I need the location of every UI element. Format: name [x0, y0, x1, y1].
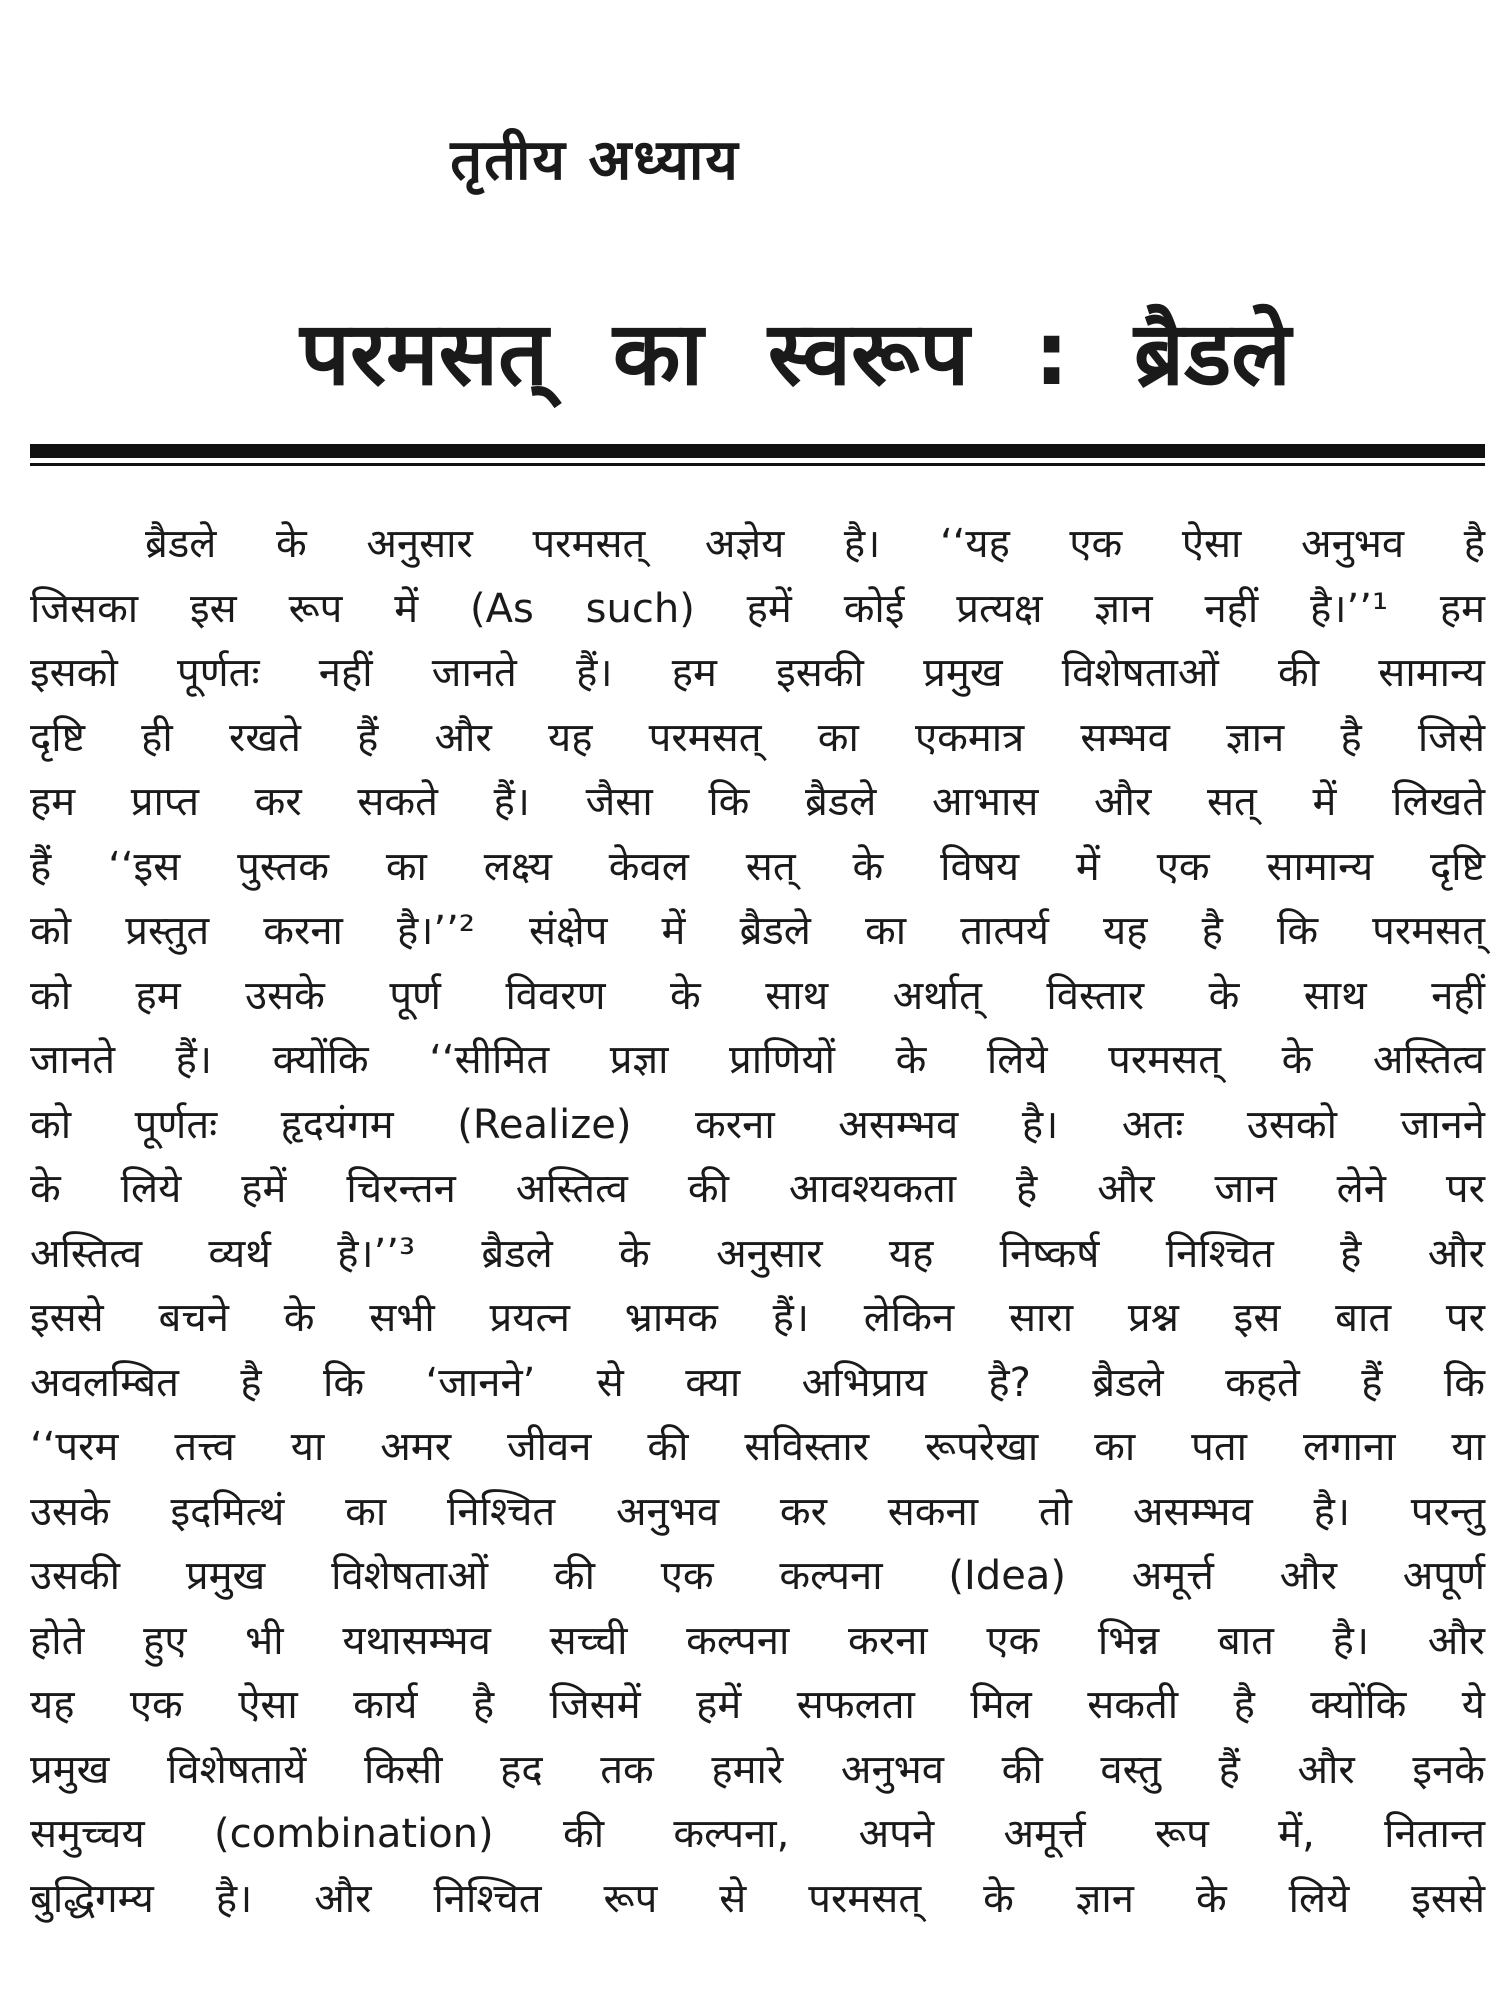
text-line: इससे बचने के सभी प्रयत्न भ्रामक हैं। लेकिन सारा प्रश्न इस बात पर	[30, 1295, 1485, 1341]
text-line: को प्रस्तुत करना है।’’² संक्षेप में ब्रैडले का तात्पर्य यह है कि परमसत्	[30, 908, 1485, 954]
text-line: ब्रैडले के अनुसार परमसत् अज्ञेय है। ‘‘यह एक ऐसा अनुभव है	[145, 521, 1485, 567]
text-line: उसके इदमित्थं का निश्चित अनुभव कर सकना तो असम्भव है। परन्तु	[30, 1488, 1485, 1535]
text-line: बुद्धिगम्य है। और निश्चित रूप से परमसत् के ज्ञान के लिये इससे	[30, 1875, 1485, 1922]
text-line: उसकी प्रमुख विशेषताओं की एक कल्पना (Idea) अमूर्त्त और अपूर्ण	[30, 1553, 1485, 1599]
text-line: को पूर्णतः हृदयंगम (Realize) करना असम्भव है। अतः उसको जानने	[30, 1101, 1485, 1148]
text-line: समुच्चय (combination) की कल्पना, अपने अमूर्त्त रूप में, नितान्त	[30, 1811, 1485, 1857]
text-line: अवलम्बित है कि ‘जानने’ से क्या अभिप्राय है? ब्रैडले कहते हैं कि	[30, 1359, 1485, 1406]
chapter-title: परमसत् का स्वरूप : ब्रैडले	[300, 302, 1291, 405]
body-paragraph	[30, 512, 1485, 1931]
text-line: इसको पूर्णतः नहीं जानते हैं। हम इसकी प्रमुख विशेषताओं की सामान्य	[30, 650, 1485, 696]
text-line: हैं ‘‘इस पुस्तक का लक्ष्य केवल सत् के विषय में एक सामान्य दृष्टि	[30, 843, 1485, 890]
text-line: हम प्राप्त कर सकते हैं। जैसा कि ब्रैडले आभास और सत् में लिखते	[30, 779, 1485, 825]
text-line: अस्तित्व व्यर्थ है।’’³ ब्रैडले के अनुसार यह निष्कर्ष निश्चित है और	[30, 1230, 1485, 1277]
heading-rule-thin	[30, 463, 1485, 466]
text-line: दृष्टि ही रखते हैं और यह परमसत् का एकमात्र सम्भव ज्ञान है जिसे	[30, 714, 1485, 761]
heading-rule-thick	[30, 444, 1485, 458]
text-line: होते हुए भी यथासम्भव सच्ची कल्पना करना एक भिन्न बात है। और	[30, 1617, 1485, 1664]
text-line: यह एक ऐसा कार्य है जिसमें हमें सफलता मिल सकती है क्योंकि ये	[30, 1682, 1485, 1728]
text-line: जानते हैं। क्योंकि ‘‘सीमित प्रज्ञा प्राणियों के लिये परमसत् के अस्तित्व	[30, 1037, 1485, 1083]
text-line: प्रमुख विशेषतायें किसी हद तक हमारे अनुभव की वस्तु हैं और इनके	[30, 1746, 1485, 1793]
text-line: जिसका इस रूप में (As such) हमें कोई प्रत्यक्ष ज्ञान नहीं है।’’¹ हम	[30, 585, 1485, 632]
text-line: ‘‘परम तत्त्व या अमर जीवन की सविस्तार रूपरेखा का पता लगाना या	[30, 1424, 1485, 1470]
text-line: को हम उसके पूर्ण विवरण के साथ अर्थात् विस्तार के साथ नहीं	[30, 972, 1485, 1019]
text-line: के लिये हमें चिरन्तन अस्तित्व की आवश्यकता है और जान लेने पर	[30, 1166, 1485, 1212]
chapter-number-heading: तृतीय अध्याय	[450, 128, 740, 193]
